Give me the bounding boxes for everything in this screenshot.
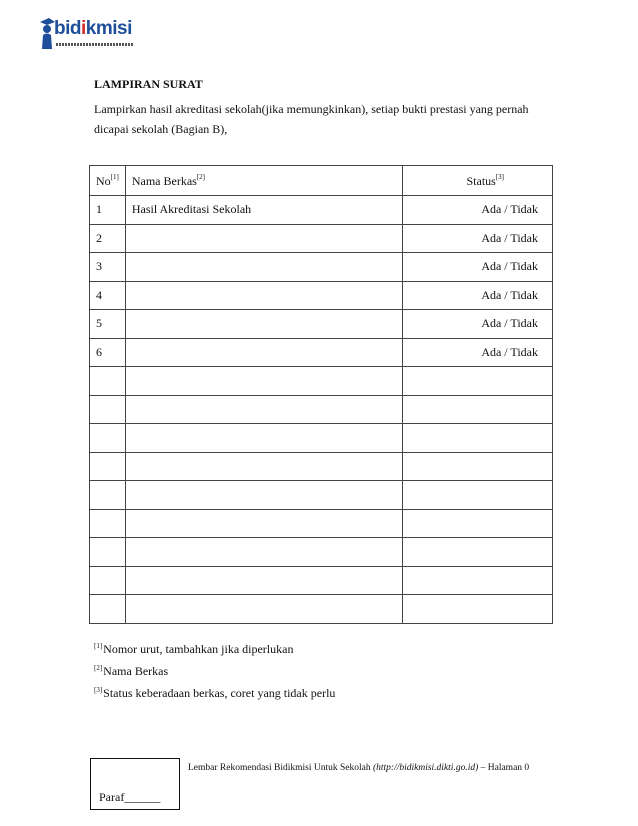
bidikmisi-logo bbox=[38, 16, 138, 56]
row-name bbox=[125, 509, 402, 538]
page-footer bbox=[188, 763, 529, 773]
table-header-row bbox=[90, 166, 553, 196]
row-status bbox=[402, 595, 552, 624]
row-name bbox=[125, 424, 402, 453]
row-name bbox=[125, 281, 402, 310]
row-name: Hasil Akreditasi Sekolah bbox=[125, 196, 402, 225]
row-no bbox=[90, 395, 126, 424]
row-no: 1 bbox=[90, 196, 126, 225]
row-no bbox=[90, 595, 126, 624]
table-row bbox=[90, 310, 553, 339]
footnotes bbox=[94, 637, 335, 703]
row-status: Ada / Tidak bbox=[402, 338, 552, 367]
footer-suffix: – Halaman 0 bbox=[478, 763, 530, 773]
header-name-label: Nama Berkas bbox=[131, 173, 197, 188]
header-name bbox=[125, 166, 402, 196]
page-title: LAMPIRAN SURAT bbox=[94, 77, 203, 91]
paraf-label: Paraf______ bbox=[99, 790, 161, 804]
row-name bbox=[125, 395, 402, 424]
row-name bbox=[125, 538, 402, 567]
table-row bbox=[90, 595, 553, 624]
row-status bbox=[402, 509, 552, 538]
footer-prefix: Lembar Rekomendasi Bidikmisi Untuk Sekolah bbox=[188, 763, 373, 773]
row-no: 2 bbox=[90, 224, 126, 253]
row-no bbox=[90, 538, 126, 567]
header-no-ref: [1] bbox=[110, 172, 119, 181]
row-no bbox=[90, 509, 126, 538]
table-row bbox=[90, 424, 553, 453]
footnote-text: Nama Berkas bbox=[103, 664, 169, 678]
footnote-1 bbox=[94, 637, 335, 659]
table-row bbox=[90, 452, 553, 481]
table-row bbox=[90, 224, 553, 253]
footnote-ref: [2] bbox=[94, 664, 103, 672]
row-status: Ada / Tidak bbox=[402, 310, 552, 339]
row-name bbox=[125, 253, 402, 282]
row-name bbox=[125, 367, 402, 396]
row-name bbox=[125, 595, 402, 624]
row-no bbox=[90, 481, 126, 510]
row-name bbox=[125, 310, 402, 339]
row-no bbox=[90, 367, 126, 396]
row-no: 6 bbox=[90, 338, 126, 367]
table-row bbox=[90, 338, 553, 367]
table-row bbox=[90, 367, 553, 396]
row-no: 5 bbox=[90, 310, 126, 339]
row-status bbox=[402, 538, 552, 567]
logo-wordmark: bidikmisi bbox=[54, 18, 132, 39]
header-no-label: No bbox=[96, 173, 111, 188]
table-row bbox=[90, 253, 553, 282]
row-status bbox=[402, 424, 552, 453]
header-status bbox=[402, 166, 552, 196]
row-status: Ada / Tidak bbox=[402, 224, 552, 253]
row-no bbox=[90, 452, 126, 481]
table-row bbox=[90, 196, 553, 225]
header-status-label: Status bbox=[466, 173, 496, 188]
row-no: 3 bbox=[90, 253, 126, 282]
row-name bbox=[125, 224, 402, 253]
table-row bbox=[90, 509, 553, 538]
footnote-2 bbox=[94, 659, 335, 681]
header-no bbox=[90, 166, 126, 196]
row-name bbox=[125, 481, 402, 510]
header-name-ref: [2] bbox=[196, 172, 205, 181]
footnote-text: Status keberadaan berkas, coret yang tidak perlu bbox=[103, 686, 336, 700]
table-row bbox=[90, 281, 553, 310]
row-status: Ada / Tidak bbox=[402, 281, 552, 310]
header-status-ref: [3] bbox=[495, 172, 504, 181]
row-status bbox=[402, 367, 552, 396]
table-row bbox=[90, 481, 553, 510]
table-row bbox=[90, 395, 553, 424]
table-row bbox=[90, 538, 553, 567]
row-status: Ada / Tidak bbox=[402, 196, 552, 225]
row-no: 4 bbox=[90, 281, 126, 310]
row-name bbox=[125, 338, 402, 367]
document-table bbox=[89, 165, 553, 624]
footer-url: (http://bidikmisi.dikti.go.id) bbox=[372, 763, 479, 773]
row-status bbox=[402, 481, 552, 510]
row-name bbox=[125, 566, 402, 595]
row-status: Ada / Tidak bbox=[402, 253, 552, 282]
row-no bbox=[90, 566, 126, 595]
footnote-ref: [3] bbox=[94, 686, 103, 694]
row-status bbox=[402, 566, 552, 595]
table-row bbox=[90, 566, 553, 595]
footnote-ref: [1] bbox=[94, 642, 103, 650]
intro-paragraph: Lampirkan hasil akreditasi sekolah(jika memungkinkan), setiap bukti prestasi yang pernah dicapai sekolah (Bagian B), bbox=[94, 102, 529, 136]
row-status bbox=[402, 452, 552, 481]
row-status bbox=[402, 395, 552, 424]
paraf-box bbox=[90, 758, 180, 810]
logo-tagline bbox=[56, 43, 134, 46]
row-name bbox=[125, 452, 402, 481]
footnote-text: Nomor urut, tambahkan jika diperlukan bbox=[103, 642, 294, 656]
footnote-3 bbox=[94, 681, 335, 703]
row-no bbox=[90, 424, 126, 453]
